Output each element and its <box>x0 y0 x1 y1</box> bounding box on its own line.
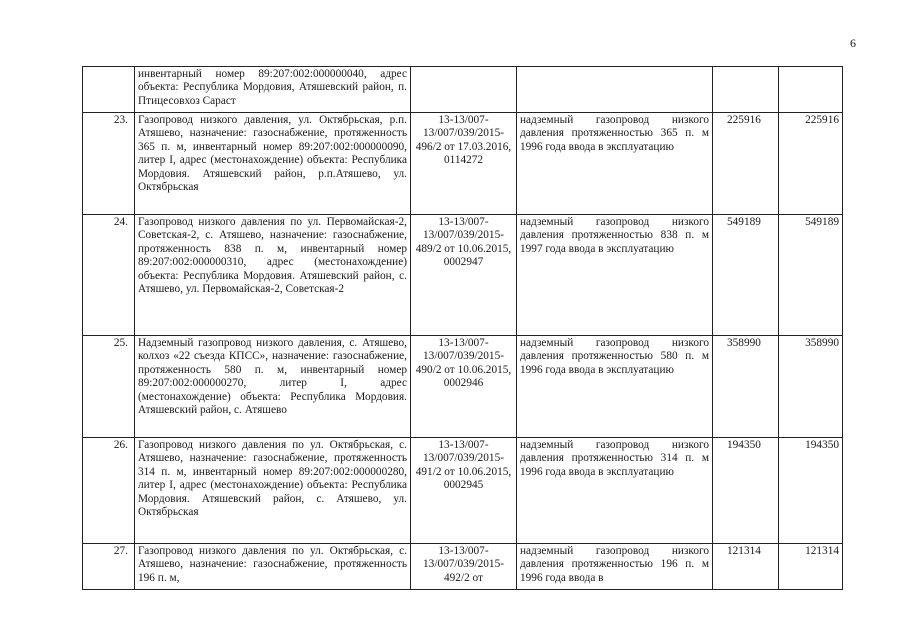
residual-value: 194350 <box>779 438 843 544</box>
object-description: Газопровод низкого давления по ул. Октябрьская, с. Атяшево, назначение: газоснабжение, протяженность 314 п. м, инвентарный номер 89:207:002:000000280, литер I, адрес (местонахождение) объекта: Республика Мордовия. Атяшевский район, с. Атяшево, ул. Октябрьская <box>135 438 411 544</box>
book-value: 194350 <box>713 438 779 544</box>
object-characteristics: надземный газопровод низкого давления протяженностью 838 п. м 1997 года ввода в эксплуатацию <box>517 215 713 336</box>
residual-value: 121314 <box>779 544 843 590</box>
row-number: 27. <box>83 544 135 590</box>
residual-value: 358990 <box>779 336 843 438</box>
object-characteristics: надземный газопровод низкого давления протяженностью 314 п. м 1996 года ввода в эксплуатацию <box>517 438 713 544</box>
residual-value <box>779 67 843 113</box>
registration-record: 13-13/007-13/007/039/2015-496/2 от 17.03.2016, 0114272 <box>411 113 517 215</box>
object-description: Газопровод низкого давления, ул. Октябрьская, р.п. Атяшево, назначение: газоснабжение, протяженность 365 п. м, инвентарный номер 89:207:002:000000090, литер I, адрес (местонахождение) объекта: Республика Мордовия. Атяшевский район, р.п.Атяшево, ул. Октябрьская <box>135 113 411 215</box>
object-description: Надземный газопровод низкого давления, с. Атяшево, колхоз «22 съезда КПСС», назначение: газоснабжение, протяженность 580 п. м, инвентарный номер 89:207:002:000000270, литер I, адрес (местонахождение) объекта: Республика Мордовия. Атяшевский район, с. Атяшево <box>135 336 411 438</box>
table-row <box>83 113 843 215</box>
object-description: Газопровод низкого давления по ул. Октябрьская, с. Атяшево, назначение: газоснабжение, протяженность 196 п. м, <box>135 544 411 590</box>
book-value: 121314 <box>713 544 779 590</box>
registration-record: 13-13/007-13/007/039/2015-490/2 от 10.06.2015, 0002946 <box>411 336 517 438</box>
registration-record: 13-13/007-13/007/039/2015-489/2 от 10.06.2015, 0002947 <box>411 215 517 336</box>
property-registry-table <box>82 66 843 590</box>
object-characteristics: надземный газопровод низкого давления протяженностью 365 п. м 1996 года ввода в эксплуатацию <box>517 113 713 215</box>
row-number <box>83 67 135 113</box>
registration-record: 13-13/007-13/007/039/2015-491/2 от 10.06.2015, 0002945 <box>411 438 517 544</box>
object-description: инвентарный номер 89:207:002:000000040, адрес объекта: Республика Мордовия, Атяшевский район, п. Птицесовхоз Сараст <box>135 67 411 113</box>
table-row <box>83 544 843 590</box>
row-number: 24. <box>83 215 135 336</box>
table-row <box>83 215 843 336</box>
book-value <box>713 67 779 113</box>
object-description: Газопровод низкого давления по ул. Первомайская-2, Советская-2, с. Атяшево, назначение: газоснабжение, протяженность 838 п. м, инвентарный номер 89:207:002:000000310, адрес (местонахождение) объекта: Республика Мордовия. Атяшевский район, с. Атяшево, ул. Первомайская-2, Советская-2 <box>135 215 411 336</box>
row-number: 23. <box>83 113 135 215</box>
registration-record: 13-13/007-13/007/039/2015-492/2 от <box>411 544 517 590</box>
object-characteristics <box>517 67 713 113</box>
page-number: 6 <box>850 36 856 50</box>
table-row <box>83 438 843 544</box>
table-row <box>83 336 843 438</box>
registration-record <box>411 67 517 113</box>
table-row <box>83 67 843 113</box>
row-number: 25. <box>83 336 135 438</box>
book-value: 225916 <box>713 113 779 215</box>
object-characteristics: надземный газопровод низкого давления протяженностью 196 п. м 1996 года ввода в <box>517 544 713 590</box>
object-characteristics: надземный газопровод низкого давления протяженностью 580 п. м 1996 года ввода в эксплуатацию <box>517 336 713 438</box>
residual-value: 549189 <box>779 215 843 336</box>
book-value: 549189 <box>713 215 779 336</box>
book-value: 358990 <box>713 336 779 438</box>
row-number: 26. <box>83 438 135 544</box>
residual-value: 225916 <box>779 113 843 215</box>
